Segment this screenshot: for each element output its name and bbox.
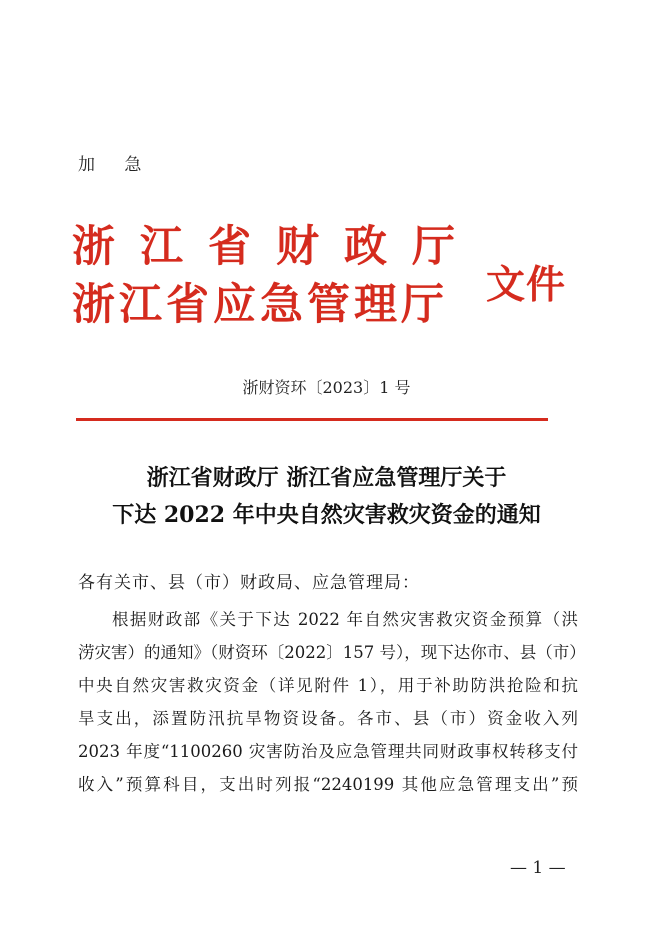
notice-title: [0, 460, 653, 534]
body-line: 2023 年度“1100260 灾害防治及应急管理共同财政事权转移支付: [78, 742, 578, 761]
body-line: 涝灾害）的通知》（财资环〔2022〕157 号），现下达你市、县（市）: [78, 643, 586, 662]
issuer-emergency-department: 浙江省应急管理厅: [72, 280, 448, 330]
issuer-finance-department: 浙江省财政厅: [72, 222, 480, 272]
body-paragraph: [78, 603, 586, 801]
document-suffix: 文件: [486, 262, 567, 308]
document-number: 浙财资环〔2023〕1 号: [242, 378, 411, 397]
issuing-agencies: [72, 218, 480, 334]
urgency-label: 加 急: [78, 155, 154, 175]
red-divider-line: [76, 418, 548, 421]
body-line: 收入”预算科目，支出时列报“2240199 其他应急管理支出”预: [78, 775, 578, 794]
body-line: 根据财政部《关于下达 2022 年自然灾害救灾资金预算（洪: [112, 610, 578, 629]
title-line-2: 下达 2022 年中央自然灾害救灾资金的通知: [112, 502, 541, 528]
page-number: — 1 —: [510, 858, 566, 878]
salutation: 各有关市、县（市）财政局、应急管理局：: [78, 573, 420, 593]
body-line: 中央自然灾害救灾资金（详见附件 1），用于补助防洪抢险和抗: [78, 676, 578, 695]
title-line-1: 浙江省财政厅 浙江省应急管理厅关于: [146, 465, 507, 491]
body-line: 旱支出，添置防汛抗旱物资设备。各市、县（市）资金收入列: [78, 709, 578, 728]
